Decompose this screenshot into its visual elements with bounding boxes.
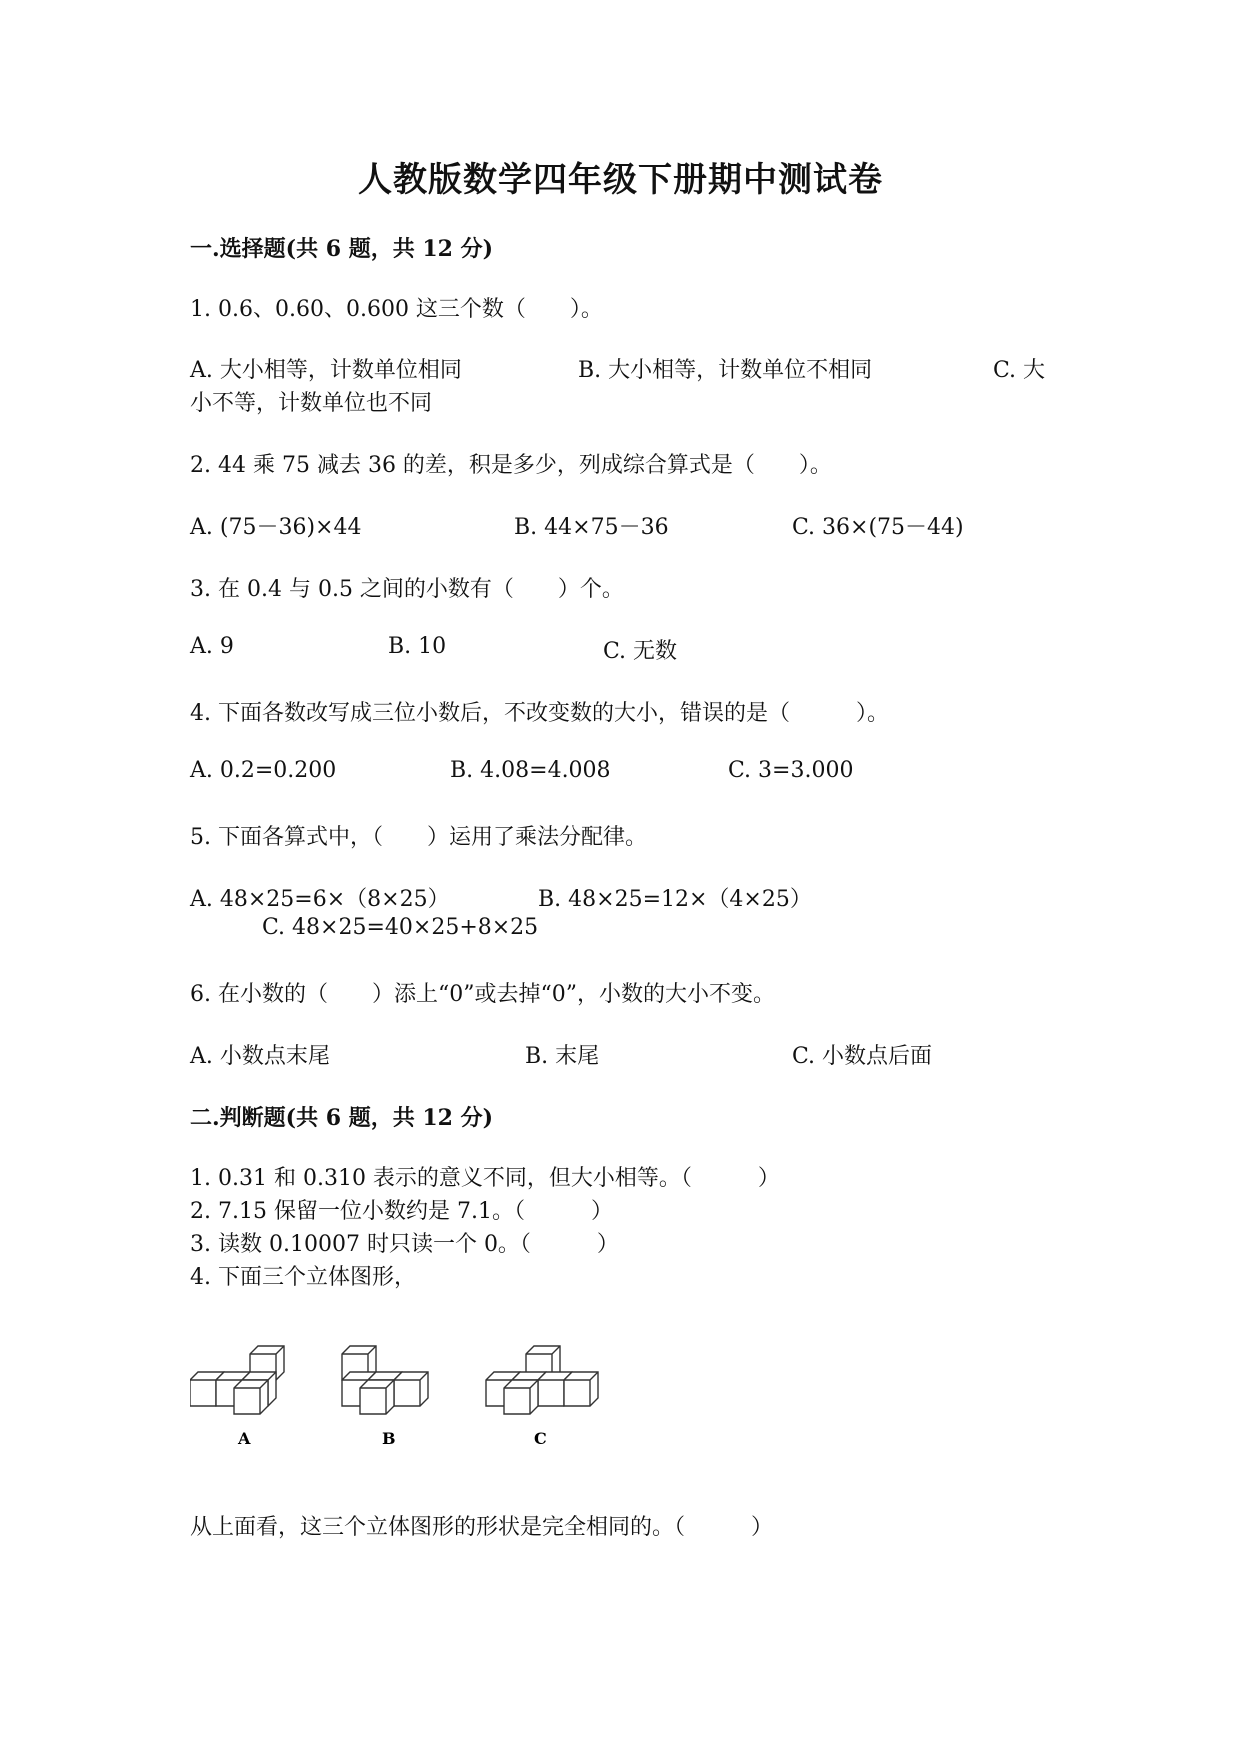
question-2-option-a: A. (75－36)×44 — [190, 515, 362, 540]
question-6-option-a: A. 小数点末尾 — [190, 1044, 330, 1069]
question-5-option-c: C. 48×25=40×25+8×25 — [262, 915, 539, 940]
question-5-stem: 5. 下面各算式中，（ ）运用了乘法分配律。 — [190, 825, 647, 850]
question-4-option-a: A. 0.2=0.200 — [190, 758, 337, 783]
judgment-1: 1. 0.31 和 0.310 表示的意义不同，但大小相等。（ ） — [190, 1166, 780, 1191]
question-5-option-a: A. 48×25=6×（8×25） — [190, 887, 450, 912]
section-heading-judgment: 二.判断题(共 6 题，共 12 分) — [190, 1105, 494, 1131]
judgment-4-statement: 从上面看，这三个立体图形的形状是完全相同的。（ ） — [190, 1515, 774, 1540]
question-5-option-b: B. 48×25=12×（4×25） — [538, 887, 812, 912]
question-4-stem: 4. 下面各数改写成三位小数后，不改变数的大小，错误的是（ ）。 — [190, 701, 889, 726]
question-1-option-a: A. 大小相等，计数单位相同 — [190, 358, 462, 383]
question-4-option-c: C. 3=3.000 — [728, 758, 854, 783]
question-1-option-b: B. 大小相等，计数单位不相同 — [578, 358, 873, 383]
figure-b — [342, 1346, 428, 1448]
figure-c-label: C — [534, 1429, 547, 1448]
question-3-option-a: A. 9 — [190, 634, 234, 659]
section-heading-choice: 一.选择题(共 6 题，共 12 分) — [190, 236, 494, 262]
question-2-stem: 2. 44 乘 75 减去 36 的差，积是多少，列成综合算式是（ ）。 — [190, 453, 832, 478]
figure-b-label: B — [382, 1429, 396, 1448]
question-6-option-b: B. 末尾 — [525, 1044, 600, 1069]
question-6-stem: 6. 在小数的（ ）添上“0”或去掉“0”，小数的大小不变。 — [190, 982, 775, 1007]
page-title: 人教版数学四年级下册期中测试卷 — [358, 160, 883, 200]
judgment-2: 2. 7.15 保留一位小数约是 7.1。（ ） — [190, 1199, 613, 1224]
figure-a — [190, 1346, 284, 1448]
question-6-option-c: C. 小数点后面 — [792, 1044, 933, 1069]
question-3-option-b: B. 10 — [388, 634, 447, 659]
question-4-option-b: B. 4.08=4.008 — [450, 758, 611, 783]
judgment-4: 4. 下面三个立体图形， — [190, 1265, 416, 1290]
question-2-option-c: C. 36×(75－44) — [792, 515, 964, 540]
question-2-option-b: B. 44×75－36 — [514, 515, 669, 540]
question-3-option-c: C. 无数 — [603, 639, 678, 664]
question-3-stem: 3. 在 0.4 与 0.5 之间的小数有（ ）个。 — [190, 577, 624, 602]
figure-c — [486, 1346, 598, 1448]
figure-a-label: A — [238, 1429, 251, 1448]
question-1-option-c-cont: 小不等，计数单位也不同 — [190, 391, 433, 416]
judgment-3: 3. 读数 0.10007 时只读一个 0。（ ） — [190, 1232, 619, 1257]
question-1-option-c: C. 大 — [993, 358, 1046, 383]
cube-figures — [190, 1340, 610, 1450]
question-1-stem: 1. 0.6、0.60、0.600 这三个数（ ）。 — [190, 297, 603, 322]
